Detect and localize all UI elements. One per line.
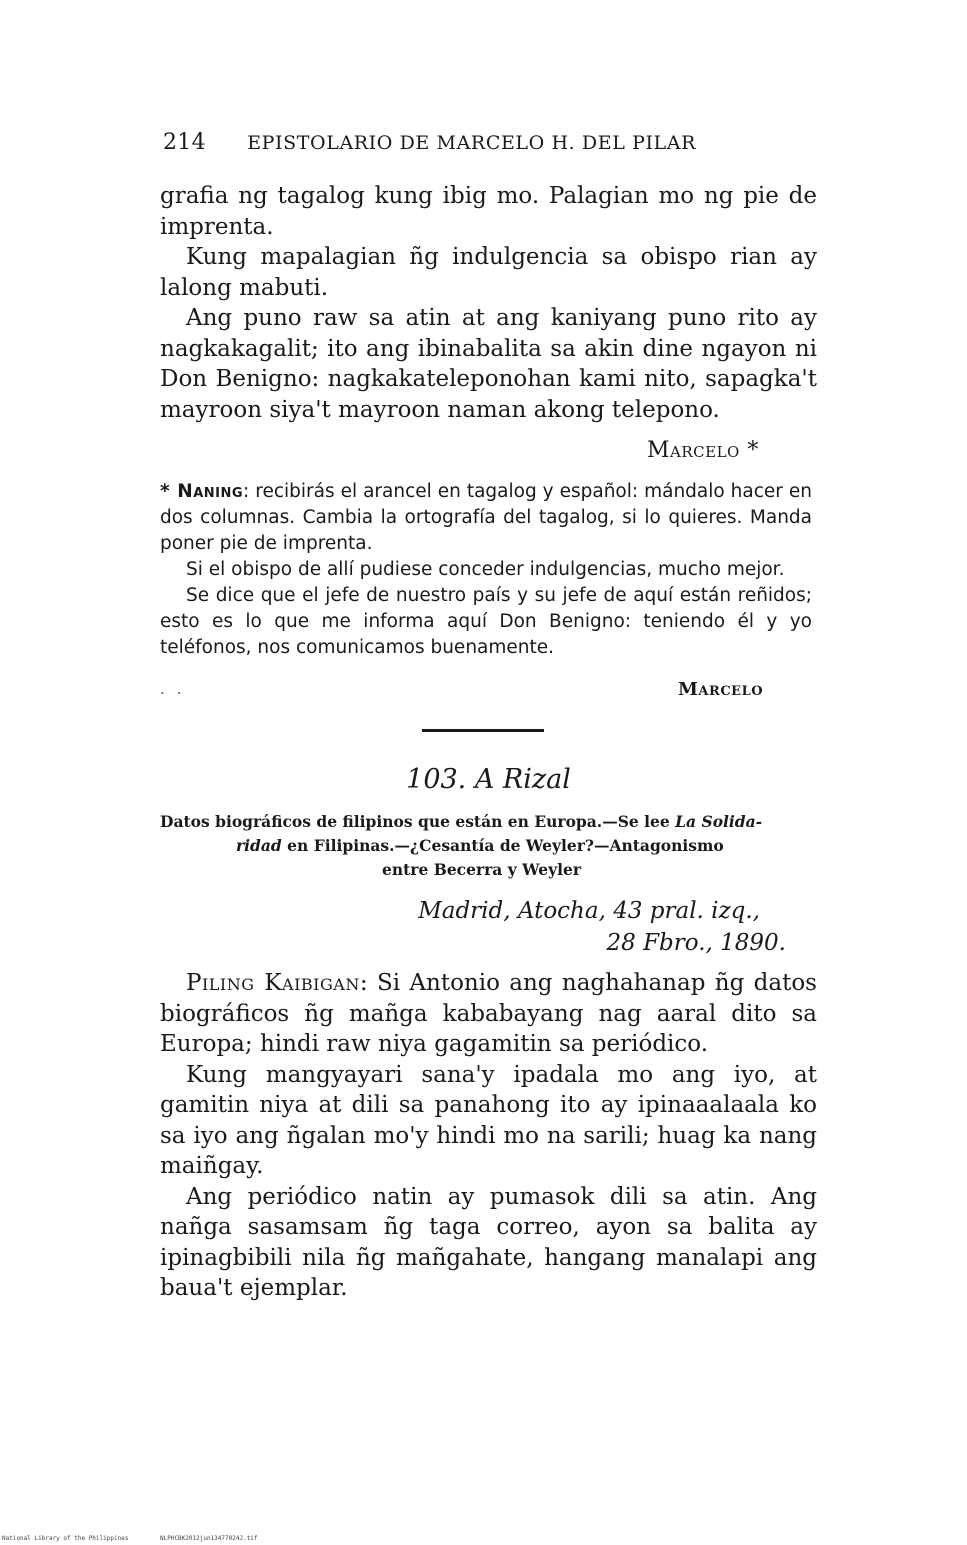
signature-marcelo: Marcelo * <box>647 438 759 463</box>
summary-line: ridad en Filipinas.—¿Cesantía de Weyler?—Antagonismo <box>236 836 724 855</box>
footnote-paragraph: Si el obispo de allí pudiese conceder indulgencias, mucho mejor. <box>186 559 785 580</box>
paragraph: Kung mapalagian ñg indulgencia sa obispo rian ay lalong mabuti. <box>160 244 817 301</box>
page-dots: . . <box>160 682 186 698</box>
running-head <box>163 130 696 155</box>
paragraph: Kung mangyayari sana'y ipadala mo ang iyo, at gamitin niya at dili sa panahong ito ay ipinaaalaala ko sa iyo ang ñgalan mo'y hindi mo na sarili; huag ka nang maiñgay. <box>160 1061 817 1179</box>
summary-line: entre Becerra y Weyler <box>382 860 582 879</box>
paragraph: Ang periódico natin ay pumasok dili sa atin. Ang nañga sasamsam ñg taga correo, ayon sa balita ay ipinagbibili nila ñg mañgahate, hangang manalapi ang baua't ejemplar. <box>160 1183 817 1301</box>
letter-date: 28 Fbro., 1890. <box>606 930 786 956</box>
letter-place: Madrid, Atocha, 43 pral. izq., <box>418 898 760 924</box>
salutation: Piling Kaibigan <box>186 970 360 996</box>
summary-line: Datos biográficos de filipinos que están en Europa.—Se lee La Solida- <box>160 812 763 831</box>
footnote-text: : recibirás el arancel en tagalog y español: mándalo hacer en dos columnas. Cambia la ortografía del tagalog, si lo quieres. Manda poner pie de imprenta. <box>160 481 812 554</box>
paragraph: Ang puno raw sa atin at ang kaniyang puno rito ay nagkakagalit; ito ang ibinabalita sa akin dine ngayon ni Don Benigno: nagkakateleponohan kami nito, sapagka't mayroon siya't mayroon naman akong telepono. <box>160 305 817 423</box>
section-divider <box>422 729 544 732</box>
letter-summary <box>160 810 817 882</box>
page-number: 214 <box>163 130 206 155</box>
footnote-translation <box>160 479 812 661</box>
footnote-paragraph: Se dice que el jefe de nuestro país y su jefe de aquí están reñidos; esto es lo que me informa aquí Don Benigno: teniendo él y yo teléfonos, nos comunicamos buenamente. <box>160 585 812 658</box>
letter-103-body <box>160 968 817 1304</box>
running-title: EPISTOLARIO DE MARCELO H. DEL PILAR <box>247 132 696 154</box>
footnote-signature: Marcelo <box>678 679 764 700</box>
paragraph: grafia ng tagalog kung ibig mo. Palagian mo ng pie de imprenta. <box>160 183 817 240</box>
letter-102-body <box>160 181 817 425</box>
footnote-label: * Naning <box>160 481 244 502</box>
paragraph: Piling Kaibigan: Si Antonio ang naghahanap ñg datos biográficos ñg mañga kababayang nag aaral dito sa Europa; hindi raw niya gagamitin sa periódico. <box>160 970 817 1057</box>
footer-filename: NLPHCBK2012jun13477024J.tif <box>160 1535 258 1542</box>
footer-library: National Library of the Philippines <box>2 1535 129 1542</box>
footnote-paragraph <box>160 479 812 557</box>
letter-title: 103. A Rizal <box>406 764 571 795</box>
